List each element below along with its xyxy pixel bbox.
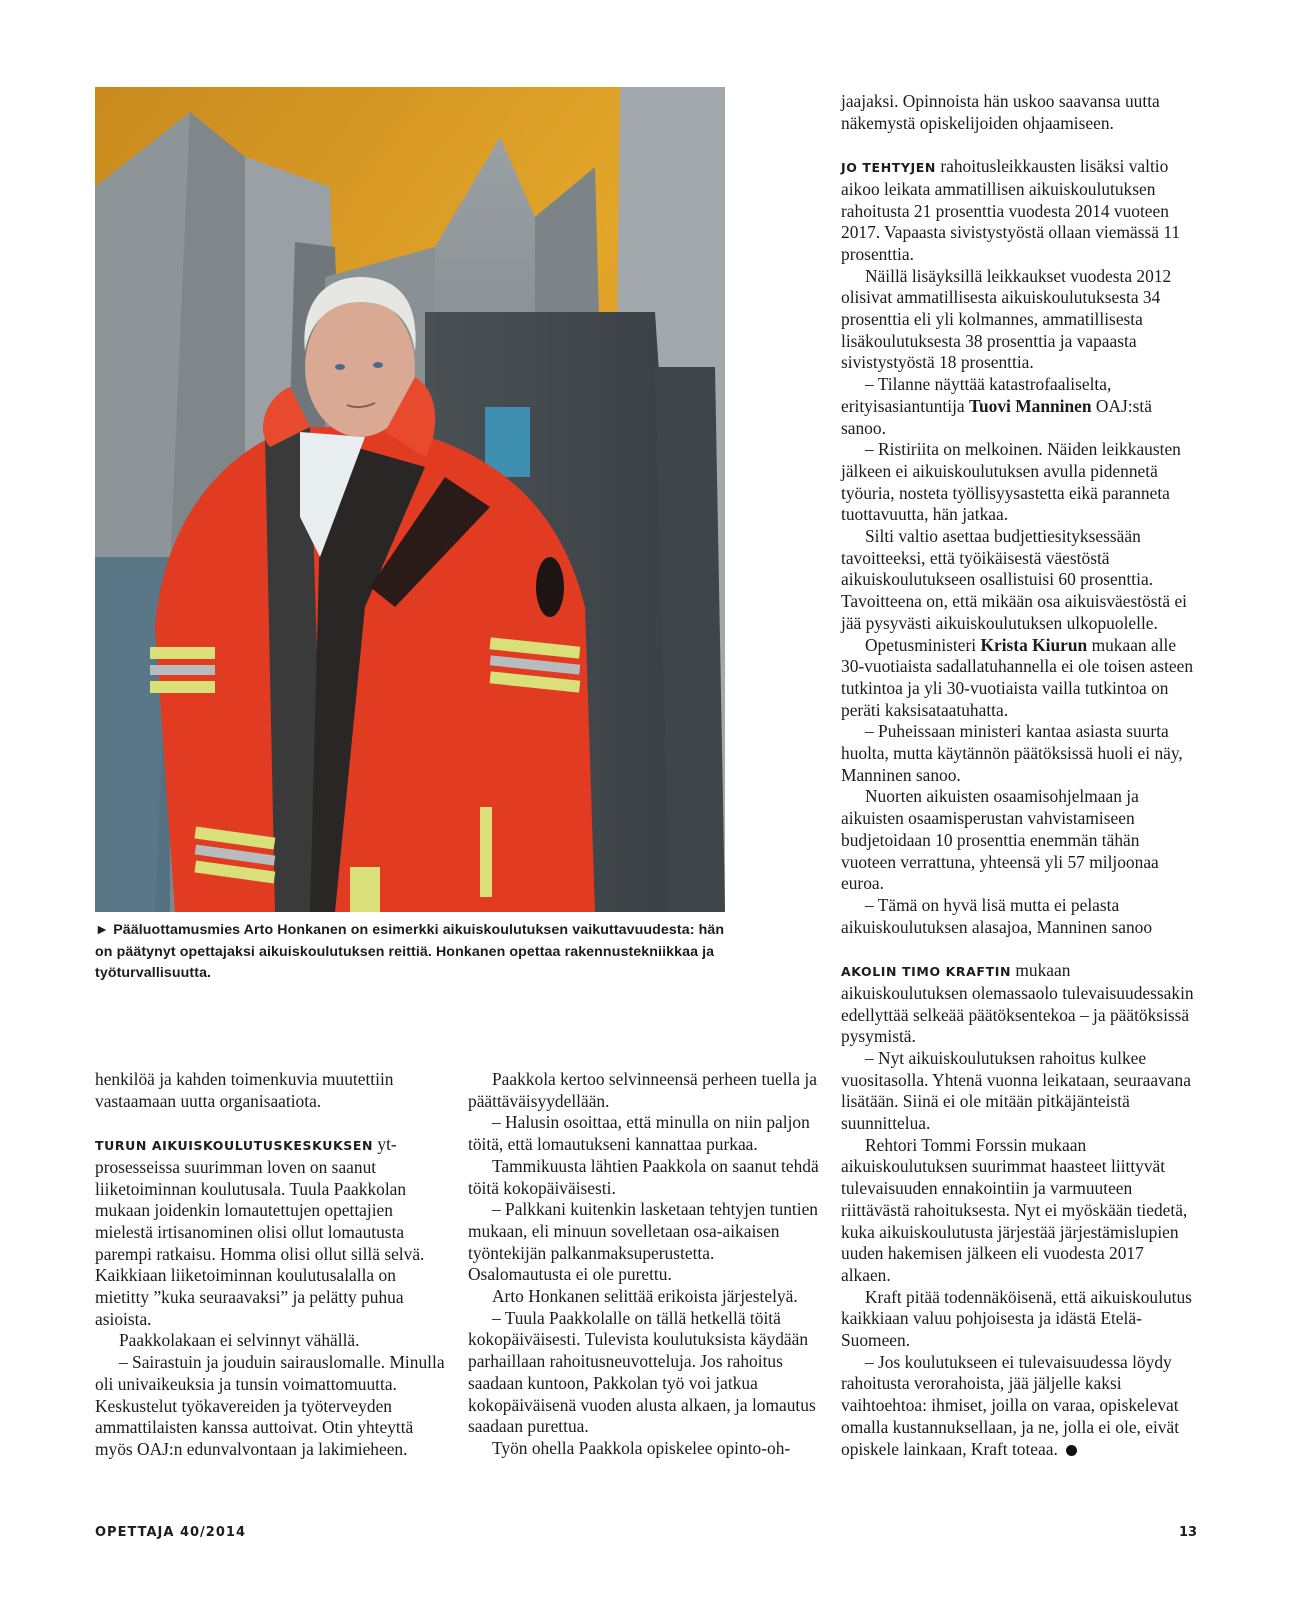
article-column-1 [95,1069,445,1461]
paragraph: Arto Honkanen selittää erikoista järjestelyä. [492,1286,798,1307]
paragraph: Kraft pitää todennäköisenä, että aikuiskoulutus kaikkiaan valuu pohjoisesta ja idästä Etelä-Suomeen. [841,1286,1192,1351]
paragraph-quote: – Tämä on hyvä lisä mutta ei pelasta aikuiskoulutuksen alasajoa, Manninen sanoo [841,895,1153,937]
paragraph: jaajaksi. Opinnoista hän uskoo saavansa uutta näkemystä opiskelijoiden ohjaamiseen. [841,91,1160,133]
publication-footer: OPETTAJA 40/2014 [95,1525,246,1540]
paragraph: Näillä lisäyksillä leikkaukset vuodesta 2012 olisivat ammatillisesta aikuiskoulutuksesta 34 prosenttia eli yli kolmannes, ammatillisesta lisäkoulutuksesta 38 prosenttia ja vapaasta sivistystyöstä 18 prosenttia. [841,265,1172,373]
paragraph: Silti valtio asettaa budjettiesityksessään tavoitteeksi, että työikäisestä väestöstä aikuiskoulutukseen osallistuisi 60 prosenttia. Tavoitteena on, että mikään osa aikuisväestöstä ei jää pysyvästi aikuiskoulutuksen ulkopuolelle. [841,526,1187,633]
paragraph: Työn ohella Paakkola opiskelee opinto-oh- [492,1437,791,1458]
person-name: Tuovi Manninen [968,395,1092,416]
caption-arrow-icon: ► [95,922,110,938]
paragraph: Opetusministeri Krista Kiurun mukaan alle 30-vuotiaista sadallatuhannella ei ole toisen asteen tutkintoa ja yli 30-vuotiaista vailla tutkintoa on peräti kaksisataatuhatta. [841,634,1194,720]
paragraph: Nuorten aikuisten osaamisohjelmaan ja aikuisten osaamisperustan vahvistamiseen budjetoidaan 10 prosenttia enemmän tähän vuoteen verrattuna, yhteensä yli 57 miljoonaa euroa. [841,786,1159,894]
paragraph: Rehtori Tommi Forssin mukaan aikuiskoulutuksen suurimmat haasteet liittyvät tulevaisuuden ennakointiin ja varmuuteen riittävästä rahoituksesta. Nyt ei myöskään tiedetä, kuka aikuiskoulutusta järjestää järjestämislupien uuden hakemisen jälkeen eli vuodesta 2017 alkaen. [841,1134,1188,1285]
paragraph: Paakkolakaan ei selvinnyt vähällä. [119,1330,360,1351]
photo-caption [95,920,735,985]
page-number: 13 [1179,1525,1198,1540]
paragraph-quote: – Tilanne näyttää katastrofaaliselta, erityisasiantuntija Tuovi Manninen OAJ:stä sanoo. [841,374,1152,438]
end-of-article-dot-icon [1066,1445,1077,1456]
paragraph: Paakkola kertoo selvinneensä perheen tuella ja päättäväisyydellään. [468,1069,817,1111]
article-column-3 [841,91,1196,1460]
paragraph-quote: – Tuula Paakkolalle on tällä hetkellä töitä kokopäiväisesti. Tulevista koulutuksista käydään parhaillaan rahoitusneuvotteluja. Jos rahoitus saadaan kuntoon, Pakkolan työ voi jatkua kokopäiväisenä vuoden alusta alkaen, ja lomautus saadaan purettua. [468,1307,816,1437]
person-name: Krista Kiurun [980,634,1088,655]
section-lead-in: TURUN AIKUISKOULUTUSKESKUKSEN [95,1138,374,1154]
paragraph-quote: – Puheissaan ministeri kantaa asiasta suurta huolta, mutta käytännön päätöksissä huoli ei näy, Manninen sanoo. [841,721,1183,785]
paragraph-quote: – Halusin osoittaa, että minulla on niin paljon töitä, että lomautukseni kannattaa purkaa. [468,1112,810,1155]
paragraph-quote: – Jos koulutukseen ei tulevaisuudessa löydy rahoitusta verorahoista, jää jäljelle kaksi vaihtoehtoa: ihmiset, joilla on varaa, opiskelevat omalla kustannuksellaan, ja ne, jolla ei ole, eivät opiskele lainkaan, Kraft toteaa. [841,1351,1180,1459]
paragraph-section-lead: AKOLIN TIMO KRAFTIN mukaan aikuiskoulutuksen olemassaolo tulevaisuudessakin edellyttää selkeää päätöksentekoa – ja päätöksissä pysymistä. [841,960,1194,1047]
paragraph-quote: – Nyt aikuiskoulutuksen rahoitus kulkee vuositasolla. Yhtenä vuonna leikataan, seuraavana lisätään. Siinä ei ole mitään pitkäjänteistä suunnittelua. [841,1047,1191,1134]
paragraph-quote: – Palkkani kuitenkin lasketaan tehtyjen tuntien mukaan, eli minuun sovelletaan osa-aikaisen työntekijän palkanmaksuperustetta. Osalomautusta ei ole purettu. [468,1199,818,1285]
portrait-photo-illustration [95,87,725,912]
paragraph-section-lead: JO TEHTYJEN rahoitusleikkausten lisäksi valtio aikoo leikata ammatillisen aikuiskoulutuksen rahoitusta 21 prosenttia vuodesta 2014 vuoteen 2017. Vapaasta sivistystyöstä ollaan viemässä 11 prosenttia. [841,156,1181,264]
article-column-2 [468,1069,820,1460]
section-lead-in: JO TEHTYJEN [841,160,936,176]
paragraph: Tammikuusta lähtien Paakkola on saanut tehdä töitä kokopäiväisesti. [468,1155,819,1198]
paragraph-section-lead: TURUN AIKUISKOULUTUSKESKUKSEN yt-prosesseissa suurimman loven on saanut liiketoiminnan koulutusala. Tuula Paakkolan mukaan joidenkin lomautettujen opettajien mielestä irtisanominen olisi ollut lomautusta parempi ratkaisu. Homma olisi ollut sillä selvä. Kaikkiaan liiketoiminnan koulutusalalla on mietitty ”kuka seuraavaksi” ja pelätty puhua asioista. [95,1134,425,1329]
caption-text: Pääluottamusmies Arto Honkanen on esimerkki aikuiskoulutuksen vaikuttavuudesta: hän on päätynyt opettajaksi aikuiskoulutuksen reittiä. Honkanen opettaa rakennustekniikkaa ja työturvallisuutta. [95,922,725,981]
article-photo [95,87,725,912]
paragraph-quote: – Sairastuin ja jouduin sairauslomalle. Minulla oli univaikeuksia ja tunsin voimattomuutta. Keskustelut työkavereiden ja työterveyden ammattilaisten kanssa auttoivat. Otin yhteyttä myös OAJ:n edunvalvontaan ja lakimieheen. [95,1352,445,1459]
paragraph: henkilöä ja kahden toimenkuvia muutettiin vastaamaan uutta organisaatiota. [95,1069,394,1111]
paragraph-quote: – Ristiriita on melkoinen. Näiden leikkausten jälkeen ei aikuiskoulutuksen avulla pidennetä työuria, nosteta työllisyysastetta eikä paranneta tuottavuutta, hän jatkaa. [841,439,1181,525]
section-lead-in: AKOLIN TIMO KRAFTIN [841,964,1012,980]
